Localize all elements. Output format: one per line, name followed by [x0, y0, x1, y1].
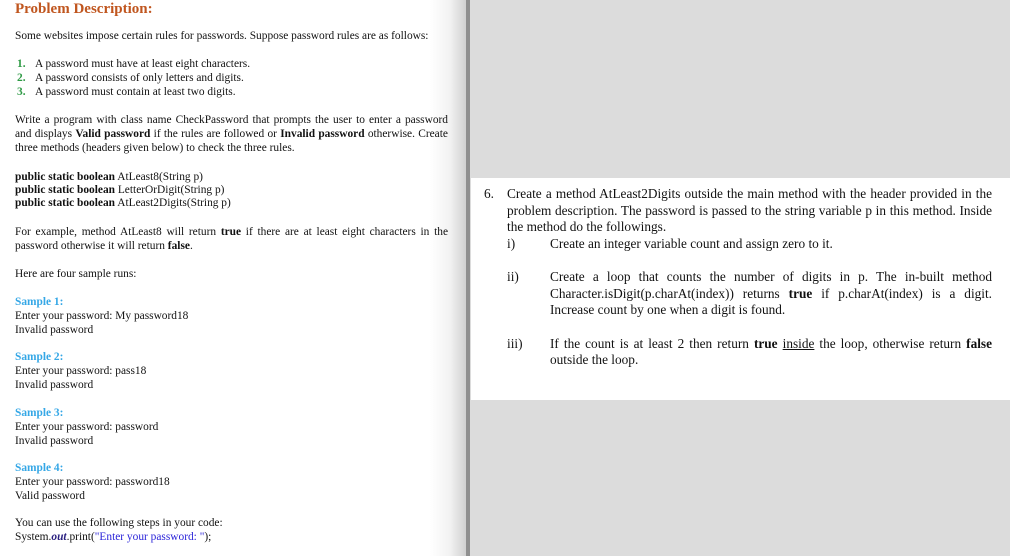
bold-text: false [167, 240, 190, 252]
substep [484, 236, 992, 253]
bold-text: Valid password [75, 128, 151, 140]
sample-output: Invalid password [15, 435, 94, 447]
sample-label: Sample 2: [15, 351, 64, 363]
signature: LetterOrDigit(String p) [115, 184, 225, 196]
steps-intro: You can use the following steps in your code: [15, 517, 223, 529]
list-item [17, 57, 448, 71]
sample-output: Valid password [15, 490, 85, 502]
keyword: public static boolean [15, 171, 115, 183]
list-number: 3. [17, 86, 26, 98]
keyword: public static boolean [15, 197, 115, 209]
rules-list [15, 57, 448, 99]
substep-text: Create an integer variable count and assign zero to it. [550, 235, 833, 251]
signature: AtLeast8(String p) [115, 171, 203, 183]
problem-page [0, 0, 468, 556]
text: if p.charAt(index) is a digit. Increase count by one when a digit is found. [550, 285, 993, 317]
text: . [189, 240, 193, 252]
sample-output: Invalid password [15, 324, 94, 336]
method-header [15, 197, 448, 210]
sample-run [15, 350, 448, 392]
rule-text: A password must contain at least two digits. [35, 86, 236, 98]
samples-intro: Here are four sample runs: [15, 268, 137, 280]
text: Write a program with class name CheckPassword that prompts the user to enter a password and displays [15, 114, 448, 140]
bold-text: true [220, 226, 242, 238]
bold-text: Invalid password [280, 128, 365, 140]
method-header [15, 171, 448, 184]
rule-text: A password consists of only letters and digits. [35, 72, 244, 84]
page-title: Problem Description: [15, 1, 153, 17]
step-6 [484, 186, 992, 236]
code-string: "Enter your password: " [94, 531, 205, 543]
code-line [15, 530, 448, 544]
task-text [15, 113, 448, 155]
step-number: 6. [484, 186, 494, 201]
text: otherwise. Create three methods (headers given below) to check the three rules. [15, 128, 448, 154]
text: outside the loop. [550, 352, 639, 367]
text: If the count is at least 2 then return [550, 335, 754, 351]
sample-label: Sample 1: [15, 296, 64, 308]
text: if there are at least eight characters in the password otherwise it will return [15, 226, 449, 252]
text: For example, method AtLeast8 will return [15, 226, 221, 238]
code-text: .print( [66, 531, 95, 543]
page-divider [466, 0, 470, 556]
step-text: Create a method AtLeast2Digits outside the main method with the header provided in the problem description. The password is passed to the string variable p in this method. Inside the method do the followings. [507, 186, 992, 234]
sample-input: Enter your password: My password18 [15, 310, 189, 322]
intro-text: Some websites impose certain rules for passwords. Suppose password rules are as follows: [15, 30, 429, 42]
problem-content [15, 0, 448, 544]
sample-output: Invalid password [15, 379, 94, 391]
substep-label: ii) [507, 269, 519, 284]
code-field: out [51, 531, 67, 543]
sample-run [15, 406, 448, 448]
sample-label: Sample 4: [15, 462, 64, 474]
keyword: public static boolean [15, 184, 115, 196]
rule-text: A password must have at least eight characters. [35, 58, 251, 70]
code-text: System. [15, 531, 52, 543]
example-text [15, 225, 448, 253]
text: Create a loop that counts the number of digits in p. The in-built method Character.isDigit(p.charAt(index)) returns [550, 269, 992, 301]
bold-text: false [966, 335, 993, 351]
method-headers [15, 171, 448, 210]
substep-label: iii) [507, 335, 523, 351]
sample-run [15, 461, 448, 503]
list-number: 1. [17, 58, 26, 70]
substep-label: i) [507, 235, 516, 251]
instruction-panel [471, 178, 1010, 400]
sample-label: Sample 3: [15, 407, 64, 419]
method-header [15, 184, 448, 197]
sample-input: Enter your password: password18 [15, 476, 170, 488]
instruction-content [484, 186, 992, 369]
signature: AtLeast2Digits(String p) [115, 197, 231, 209]
code-text: ); [204, 531, 212, 543]
underlined-text: inside [782, 335, 815, 351]
bold-text: true [788, 285, 813, 301]
substep [484, 336, 992, 369]
substep [484, 269, 992, 319]
text: the loop, otherwise return [814, 335, 967, 351]
sample-run [15, 295, 448, 337]
sample-input: Enter your password: password [15, 421, 159, 433]
list-number: 2. [17, 72, 26, 84]
sample-input: Enter your password: pass18 [15, 365, 147, 377]
list-item [17, 85, 448, 99]
list-item [17, 71, 448, 85]
bold-text: true [753, 335, 778, 351]
text: if the rules are followed or [150, 128, 281, 140]
